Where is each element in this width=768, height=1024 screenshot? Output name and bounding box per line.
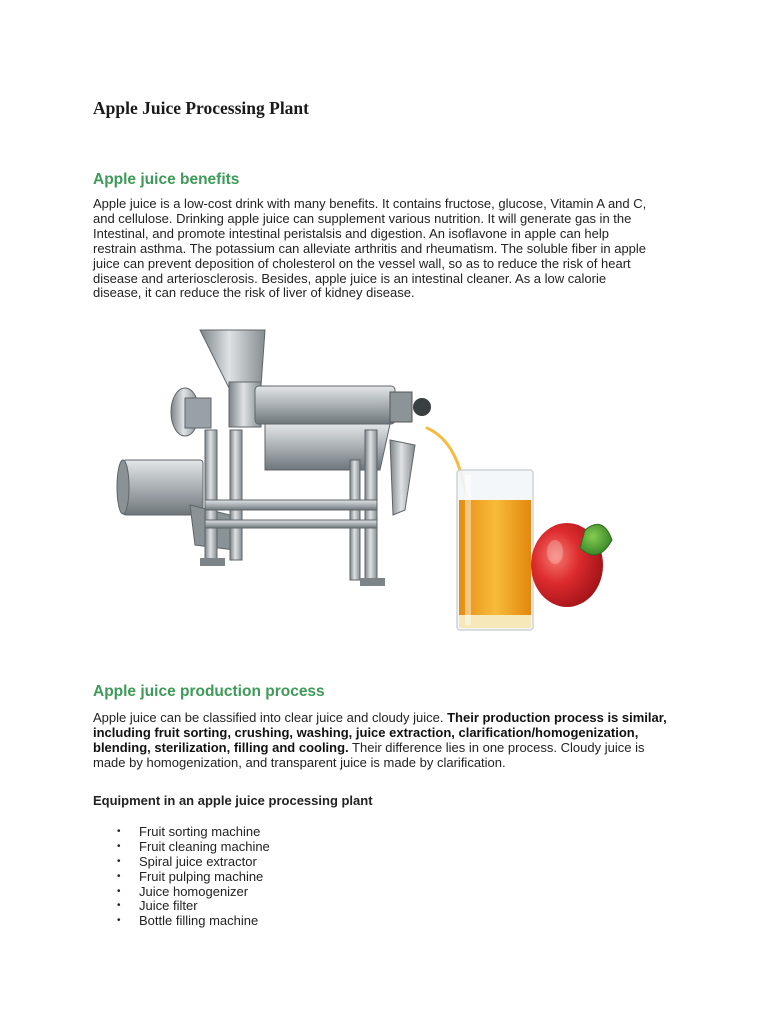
section-heading-process: Apple juice production process xyxy=(93,683,325,700)
juice-extractor-illustration xyxy=(115,320,620,645)
benefits-line: disease and arteriosclerosis. Besides, apple juice is an intestinal cleaner. As a low calorie xyxy=(93,270,607,286)
equipment-heading: Equipment in an apple juice processing plant xyxy=(93,793,373,808)
benefits-line: Apple juice is a low-cost drink with many benefits. It contains fructose, glucose, Vitamin A and C, xyxy=(93,196,647,211)
process-intro: Apple juice can be classified into clear juice and cloudy juice. xyxy=(93,710,448,725)
benefits-line: disease, it can reduce the risk of liver of kidney disease. xyxy=(93,285,415,301)
list-item-label: Juice homogenizer xyxy=(139,883,249,899)
list-item xyxy=(93,899,270,914)
list-item xyxy=(93,914,270,929)
list-item-label: Juice filter xyxy=(139,898,198,914)
list-item-label: Spiral juice extractor xyxy=(139,853,257,869)
benefits-line: restrain asthma. The potassium can alleviate arthritis and rheumatism. The soluble fiber in apple xyxy=(93,240,647,256)
apple xyxy=(531,523,612,607)
bullet-icon: • xyxy=(117,840,121,852)
juice-glass xyxy=(457,470,533,630)
process-paragraph xyxy=(93,711,678,771)
list-item-label: Fruit cleaning machine xyxy=(139,838,270,854)
benefits-paragraph xyxy=(93,197,678,301)
list-item xyxy=(93,825,270,840)
list-item xyxy=(93,885,270,900)
process-bold-text: Their production process is similar, including fruit sorting, crushing, washing, juice extraction, clarification/homogenization, blending, sterilization, filling and cooling. xyxy=(93,710,667,755)
bullet-icon: • xyxy=(117,885,121,897)
equipment-list xyxy=(93,825,270,929)
list-item xyxy=(93,840,270,855)
list-item-label: Fruit pulping machine xyxy=(139,868,264,884)
benefits-line: juice can prevent deposition of cholesterol on the vessel wall, so as to reduce the risk of heart xyxy=(93,255,631,271)
bullet-icon: • xyxy=(117,900,121,912)
bullet-icon: • xyxy=(117,915,121,927)
bullet-icon: • xyxy=(117,855,121,867)
list-item-label: Bottle filling machine xyxy=(139,913,259,929)
list-item-label: Fruit sorting machine xyxy=(139,824,261,839)
bullet-icon: • xyxy=(117,826,121,837)
section-heading-benefits: Apple juice benefits xyxy=(93,171,240,188)
list-item xyxy=(93,870,270,885)
extractor-machine xyxy=(117,330,431,586)
benefits-line: Intestinal, and promote intestinal peristalsis and digestion. An isoflavone in apple can help xyxy=(93,225,609,241)
benefits-line: and cellulose. Drinking apple juice can supplement various nutrition. It will generate gas in the xyxy=(93,210,632,226)
document-title: Apple Juice Processing Plant xyxy=(93,98,309,118)
bullet-icon: • xyxy=(117,870,121,882)
list-item xyxy=(93,855,270,870)
process-tail: Their difference lies in one process. Cloudy juice is made by homogenization, and transparent juice is made by clarification. xyxy=(93,739,645,770)
